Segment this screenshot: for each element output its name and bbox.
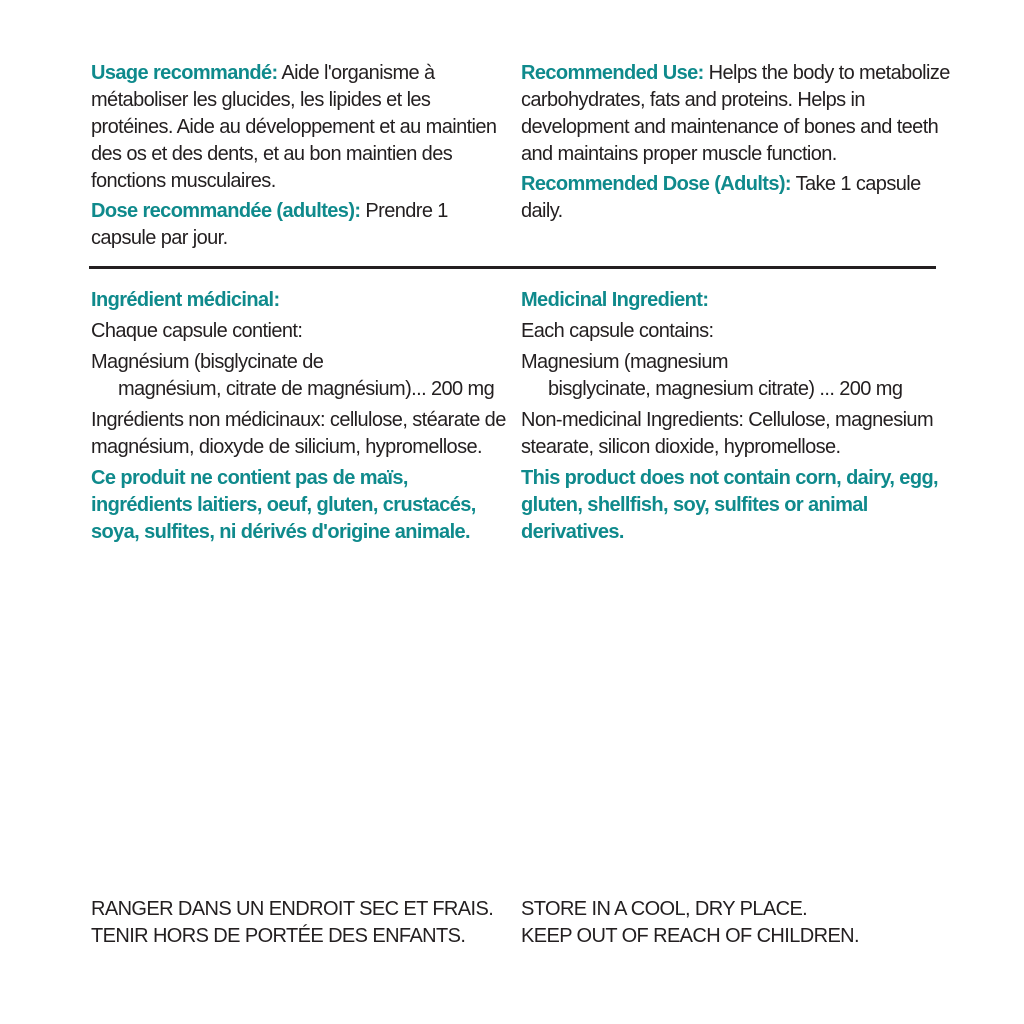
english-dose-paragraph xyxy=(521,171,951,225)
english-ingredient-line2: bisglycinate, magnesium citrate) ... 200 mg xyxy=(548,378,903,400)
english-storage-line1: STORE IN A COOL, DRY PLACE. xyxy=(521,898,808,920)
english-usage-section xyxy=(521,60,951,228)
english-dose-text: Take 1 capsule daily. xyxy=(521,173,921,222)
french-storage-line1: RANGER DANS UN ENDROIT SEC ET FRAIS. xyxy=(91,898,494,920)
french-each-capsule: Chaque capsule contient: xyxy=(91,320,303,342)
english-usage-heading: Recommended Use: xyxy=(521,62,704,84)
section-divider xyxy=(89,266,936,269)
french-dose-paragraph xyxy=(91,198,511,252)
english-ingredients-section xyxy=(521,287,951,549)
french-usage-text: Aide l'organisme à métaboliser les glucides, les lipides et les protéines. Aide au développement et au maintien des os et des dents, et au bon maintien des fonctions musculaires. xyxy=(91,62,497,192)
french-ingredients-section xyxy=(91,287,511,549)
french-usage-paragraph xyxy=(91,60,511,195)
english-allergen-statement: This product does not contain corn, dairy, egg, gluten, shellfish, soy, sulfites or animal derivatives. xyxy=(521,467,939,543)
french-usage-heading: Usage recommandé: xyxy=(91,62,278,84)
english-storage-section xyxy=(521,896,951,950)
english-ingredient-heading: Medicinal Ingredient: xyxy=(521,289,709,311)
french-allergen-statement: Ce produit ne contient pas de maïs, ingrédients laitiers, oeuf, gluten, crustacés, soya, sulfites, ni dérivés d'origine animale. xyxy=(91,467,476,543)
french-dose-text: Prendre 1 capsule par jour. xyxy=(91,200,448,249)
english-ingredient-line1: Magnesium (magnesium xyxy=(521,351,728,373)
english-storage-line2: KEEP OUT OF REACH OF CHILDREN. xyxy=(521,925,859,947)
english-non-medicinal: Non-medicinal Ingredients: Cellulose, magnesium stearate, silicon dioxide, hypromellose. xyxy=(521,409,934,458)
french-non-medicinal: Ingrédients non médicinaux: cellulose, stéarate de magnésium, dioxyde de silicium, hypromellose. xyxy=(91,409,506,458)
english-dose-heading: Recommended Dose (Adults): xyxy=(521,173,791,195)
french-ingredient-line1: Magnésium (bisglycinate de xyxy=(91,351,324,373)
french-storage-line2: TENIR HORS DE PORTÉE DES ENFANTS. xyxy=(91,925,466,947)
english-usage-text: Helps the body to metabolize carbohydrates, fats and proteins. Helps in development and maintenance of bones and teeth and maintains proper muscle function. xyxy=(521,62,950,165)
english-each-capsule: Each capsule contains: xyxy=(521,320,714,342)
french-storage-section xyxy=(91,896,511,950)
french-dose-heading: Dose recommandée (adultes): xyxy=(91,200,361,222)
english-usage-paragraph xyxy=(521,60,951,168)
french-ingredient-heading: Ingrédient médicinal: xyxy=(91,289,280,311)
french-usage-section xyxy=(91,60,511,255)
french-ingredient-line2: magnésium, citrate de magnésium)... 200 mg xyxy=(118,378,495,400)
